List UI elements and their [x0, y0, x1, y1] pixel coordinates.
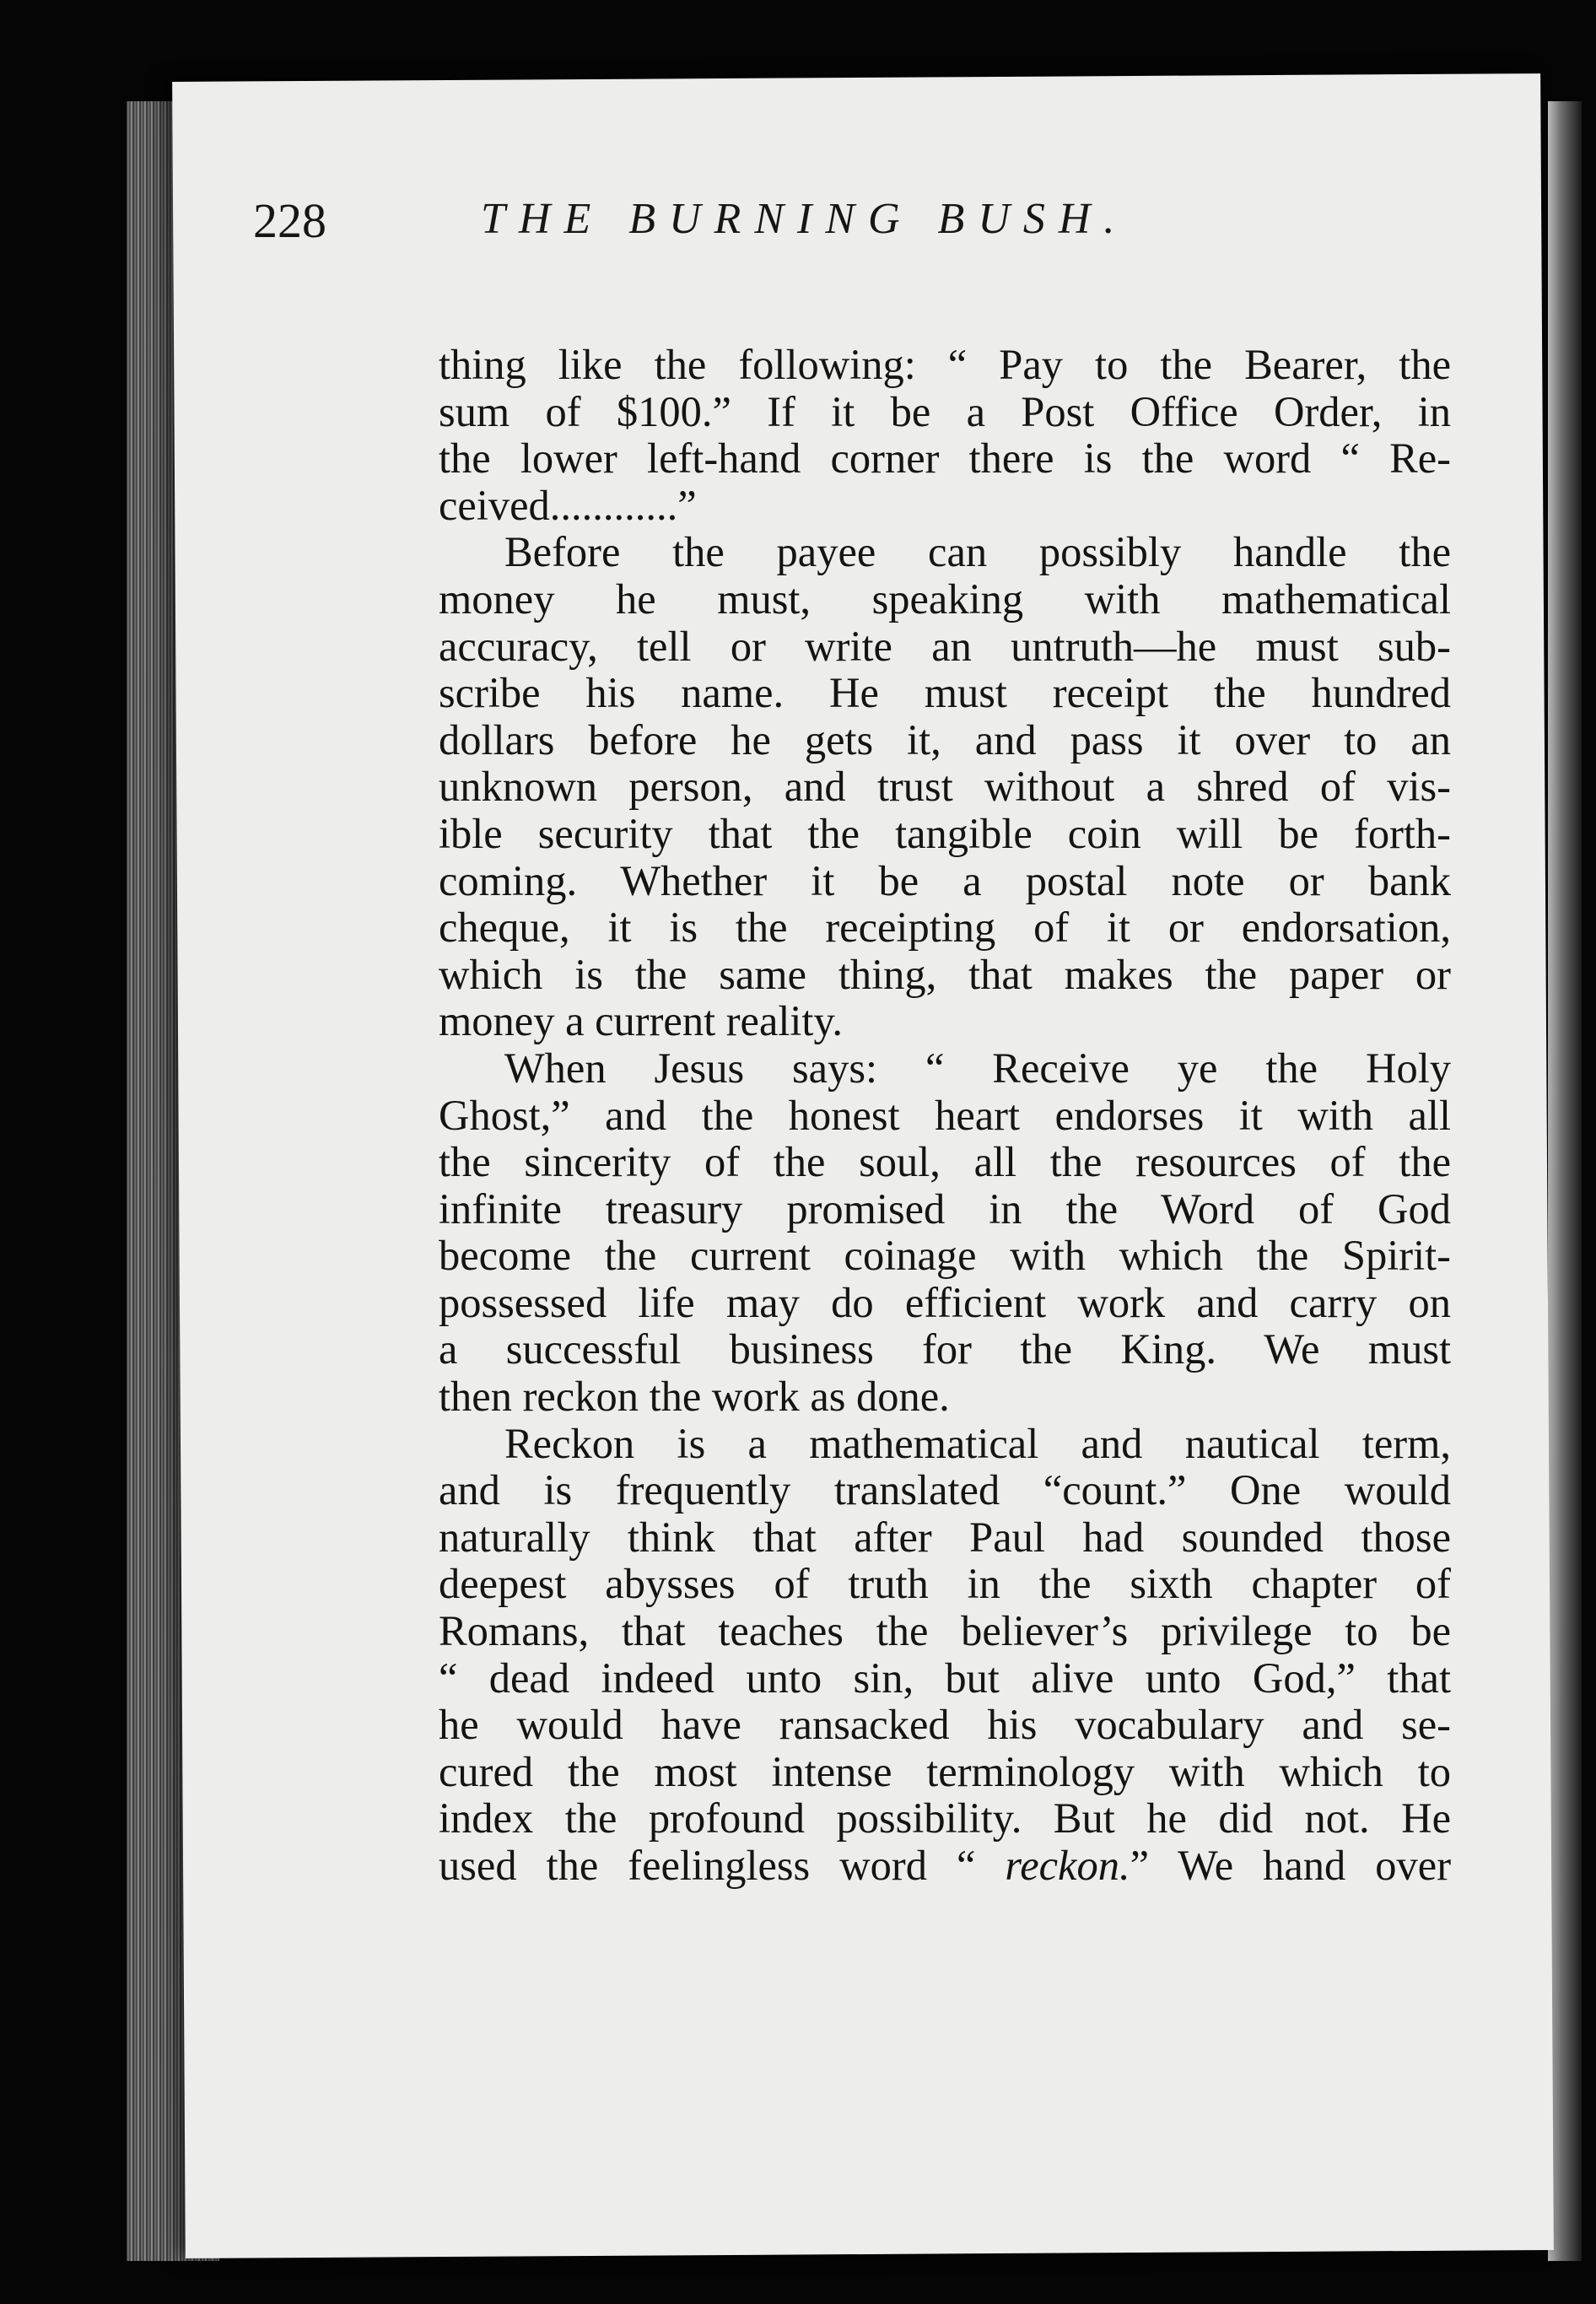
text-line: scribe his name. He must receipt the hundred [439, 669, 1451, 717]
text-line: thing like the following: “ Pay to the Bearer, the [439, 341, 1451, 388]
text-line: Ghost,” and the honest heart endorses it with all [439, 1091, 1451, 1139]
text-line: infinite treasury promised in the Word of God [439, 1184, 1451, 1233]
page-number: 228 [253, 193, 326, 248]
text-line: possessed life may do efficient work and carry on [439, 1278, 1451, 1326]
text-line: deepest abysses of truth in the sixth chapter of [439, 1560, 1451, 1608]
text-line: unknown person, and trust without a shred of vis- [439, 763, 1451, 811]
paragraph-2 [439, 529, 1451, 1045]
body-text [439, 342, 1451, 1890]
text-line: a successful business for the King. We must [439, 1325, 1451, 1373]
text-line: When Jesus says: “ Receive ye the Holy [504, 1044, 1451, 1092]
text-line: accuracy, tell or write an untruth—he must sub- [439, 622, 1451, 670]
text-line: Romans, that teaches the believer’s privilege to be [439, 1607, 1451, 1655]
text-line: the lower left-hand corner there is the word “ Re- [439, 434, 1451, 483]
text-line: he would have ransacked his vocabulary and se- [439, 1701, 1451, 1749]
final-line-start: used the feelingless word “ [439, 1842, 1006, 1889]
text-line: index the profound possibility. But he did not. He [439, 1794, 1451, 1843]
text-line: dollars before he gets it, and pass it over to an [439, 715, 1451, 764]
text-line: money he must, speaking with mathematical [439, 575, 1451, 623]
italic-word: reckon. [1005, 1842, 1130, 1889]
text-line: which is the same thing, that makes the paper or [439, 950, 1451, 998]
text-line: cheque, it is the receipting of it or endorsation, [439, 904, 1451, 952]
text-line: Before the payee can possibly handle the [504, 528, 1451, 576]
text-line: Reckon is a mathematical and nautical term, [504, 1419, 1451, 1467]
paragraph-3 [439, 1045, 1451, 1421]
paragraph-1 [439, 342, 1451, 529]
text-line: coming. Whether it be a postal note or bank [439, 856, 1451, 904]
text-line: ible security that the tangible coin will be forth- [439, 809, 1451, 857]
text-line: cured the most intense terminology with which to [439, 1747, 1451, 1795]
text-line: then reckon the work as done. [439, 1373, 950, 1421]
text-line: become the current coinage with which the Spirit- [439, 1232, 1451, 1280]
book-right-edge [1548, 101, 1582, 2261]
text-line: “ dead indeed unto sin, but alive unto God,” that [439, 1654, 1451, 1702]
text-line-final [439, 1843, 1451, 1890]
running-title: THE BURNING BUSH. [481, 195, 1129, 243]
text-line: the sincerity of the soul, all the resources of the [439, 1138, 1451, 1186]
text-line: money a current reality. [439, 997, 844, 1045]
text-line: sum of $100.” If it be a Post Office Order, in [439, 387, 1451, 435]
text-line: ceived............” [439, 481, 697, 529]
text-line: and is frequently translated “count.” One would [439, 1466, 1451, 1514]
paragraph-4 [439, 1421, 1451, 1890]
text-line: naturally think that after Paul had sounded those [439, 1513, 1451, 1561]
final-line-end: ” We hand over [1130, 1842, 1452, 1889]
running-head [253, 192, 1248, 260]
